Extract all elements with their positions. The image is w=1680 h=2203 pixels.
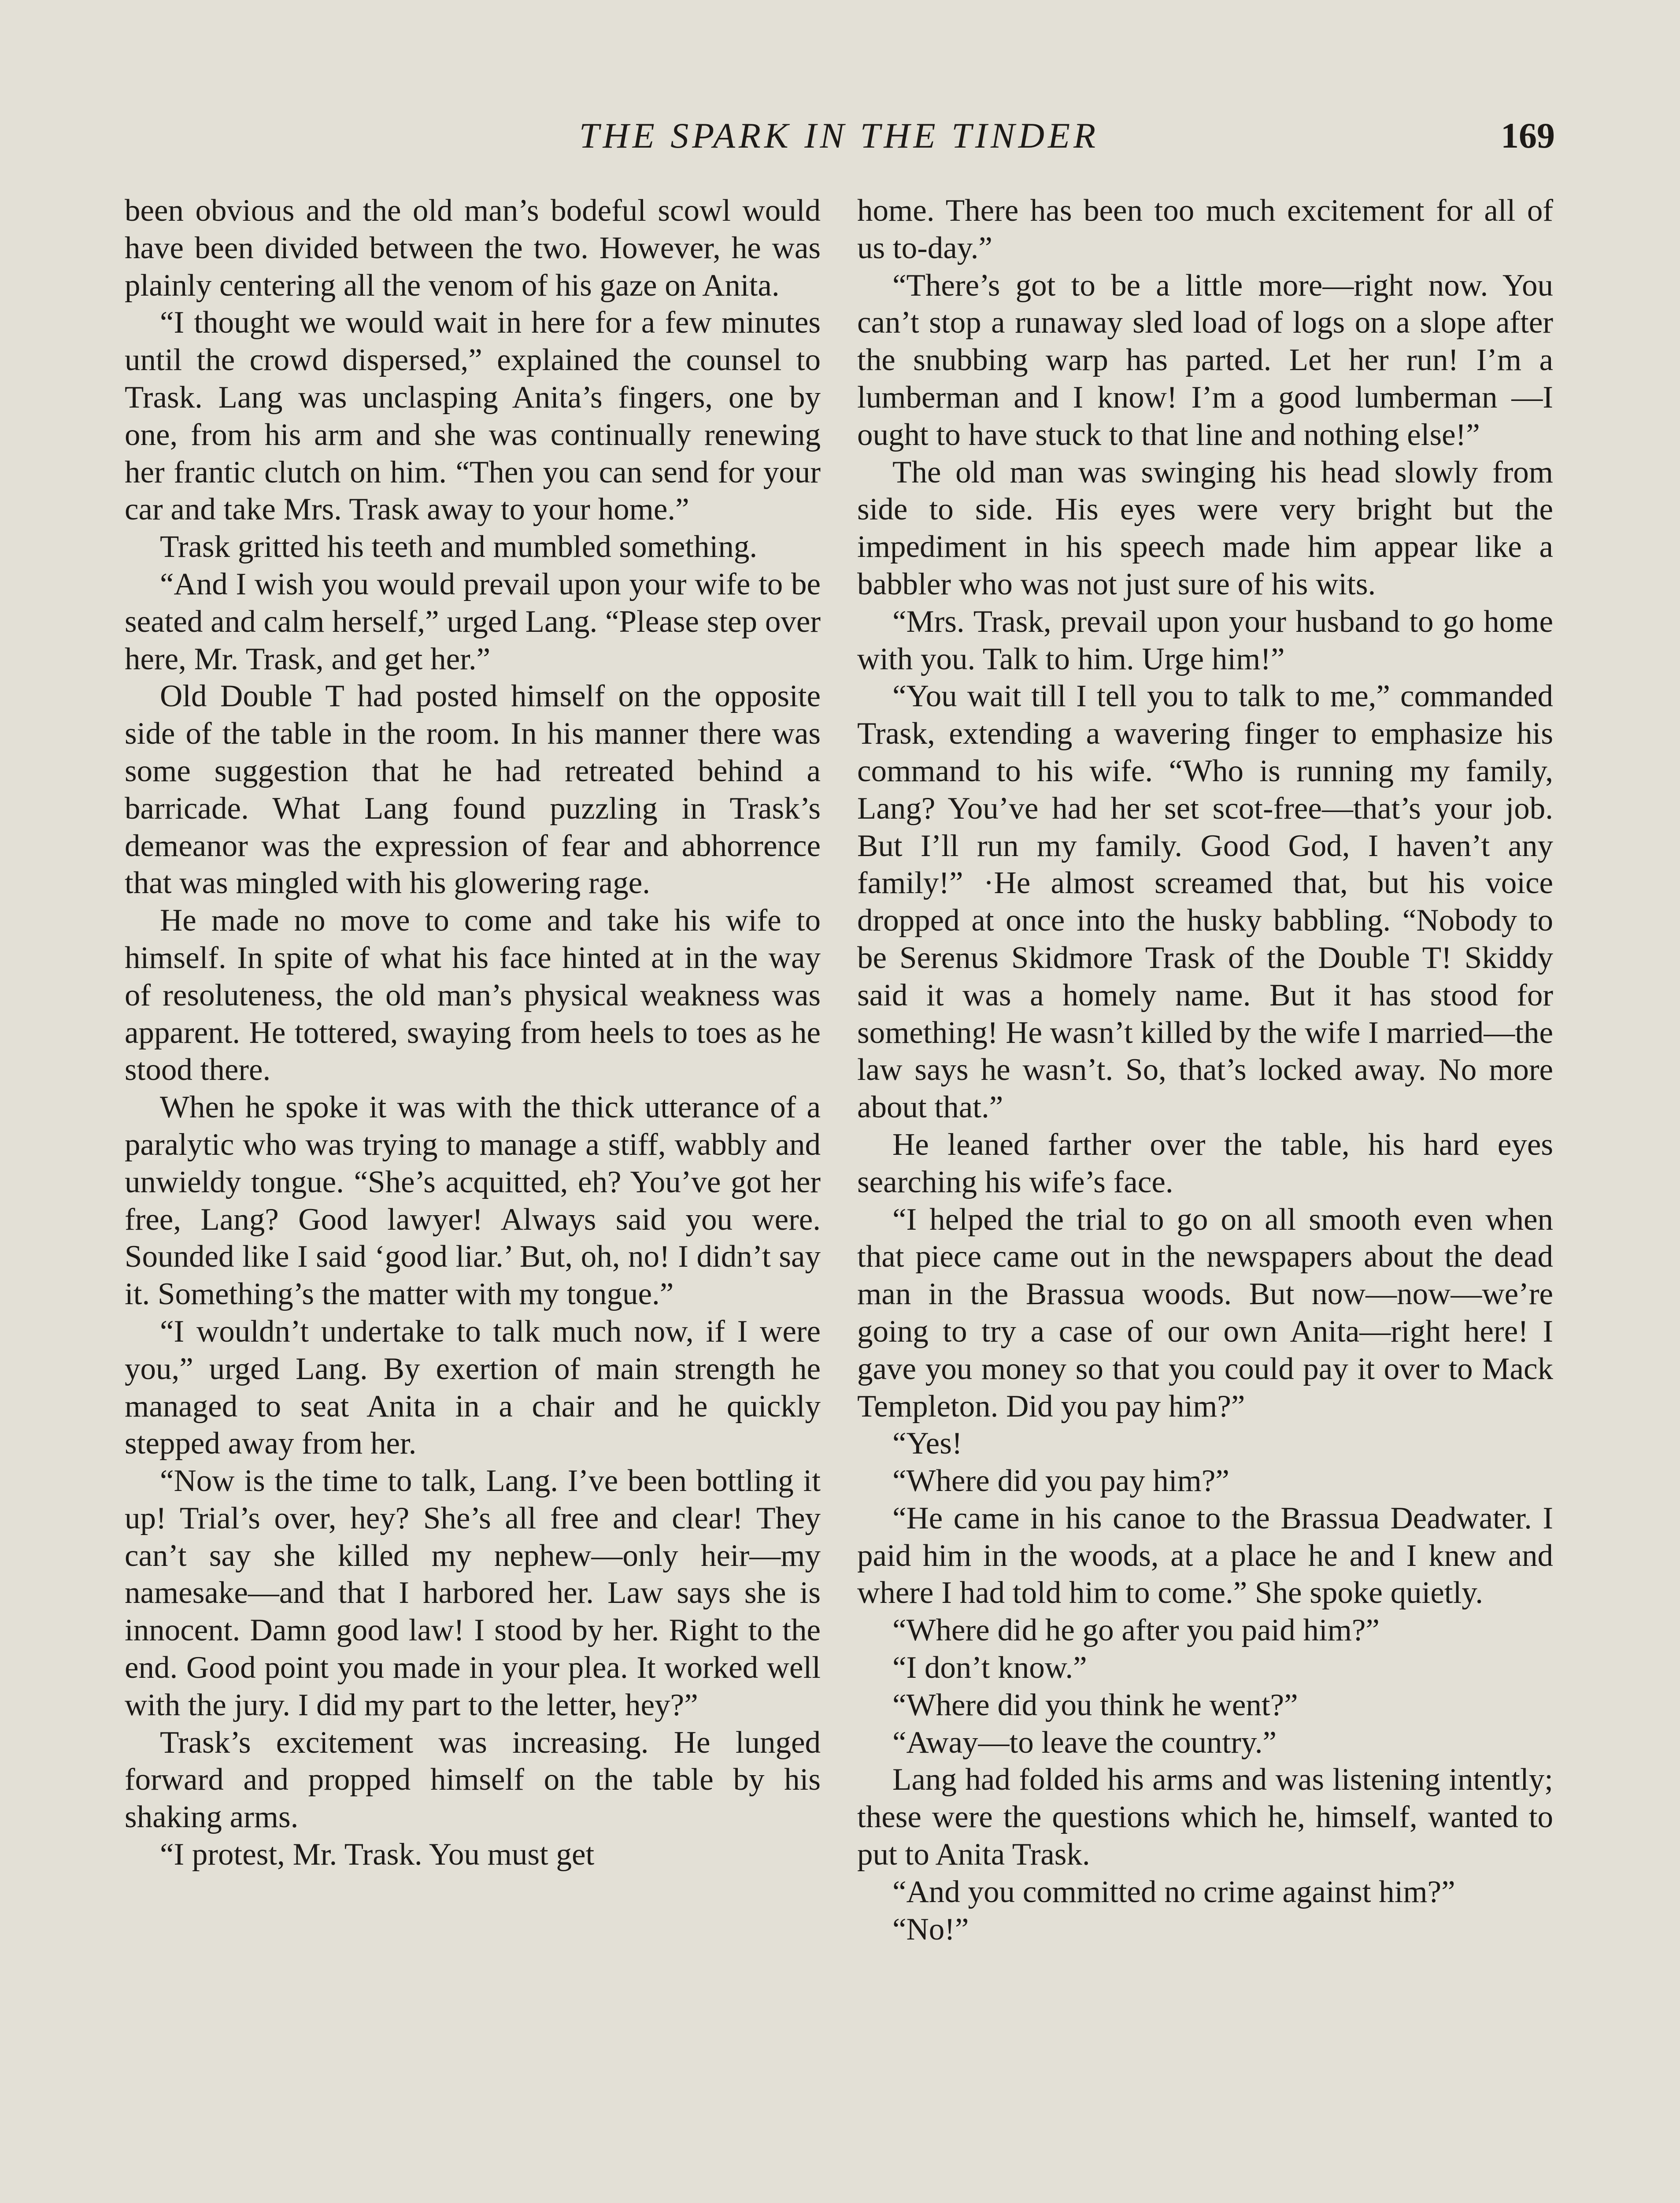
paragraph: He made no move to come and take his wife to himself. In spite of what his face hinted at in the way of resoluteness, the old man’s physical weakness was apparent. He tottered, swaying from heels to toes as he stood there. [125,903,821,1087]
page-number: 169 [1501,115,1555,156]
paragraph: “Away—to leave the country.” [892,1725,1277,1760]
paragraph: Old Double T had posted himself on the opposite side of the table in the room. In his manner there was some suggestion that he had retreated behind a barricade. What Lang found puzzling in Trask’s demeanor was the expression of fear and abhorrence that was mingled with his glowering rage. [125,679,821,901]
paragraph: Lang had folded his arms and was listening intently; these were the questions which he, himself, wanted to put to Anita Trask. [857,1762,1553,1872]
paragraph: Trask gritted his teeth and mumbled something. [160,530,758,564]
paragraph: “And I wish you would prevail upon your wife to be seated and calm herself,” urged Lang. “Please step over here, Mr. Trask, and get her.” [125,567,821,676]
paragraph: He leaned farther over the table, his hard eyes searching his wife’s face. [857,1127,1553,1199]
paragraph: “I don’t know.” [892,1650,1087,1685]
paragraph: “No!” [892,1912,969,1947]
paragraph: “I thought we would wait in here for a few minutes until the crowd dispersed,” explained the counsel to Trask. Lang was unclasping Anita’s fingers, one by one, from his arm and she was continually renewing her frantic clutch on him. “Then you can send for your car and take Mrs. Trask away to your home.” [125,305,821,527]
paragraph: “Now is the time to talk, Lang. I’ve been bottling it up! Trial’s over, hey? She’s all free and clear! They can’t say she killed my nephew—only heir—my namesake—and that I harbored her. Law says she is innocent. Damn good law! I stood by her. Right to the end. Good point you made in your plea. It worked well with the jury. I did my part to the letter, hey?” [125,1464,821,1722]
paragraph: “Yes! [892,1426,962,1461]
paragraph: home. There has been too much excitement for all of us to-day.” [857,193,1553,265]
paragraph: “Where did he go after you paid him?” [892,1613,1380,1648]
paragraph: “I wouldn’t undertake to talk much now, if I were you,” urged Lang. By exertion of main strength he managed to seat Anita in a chair and he quickly stepped away from her. [125,1314,821,1461]
paragraph: “He came in his canoe to the Brassua Deadwater. I paid him in the woods, at a place he and I knew and where I had told him to come.” She spoke quietly. [857,1501,1553,1610]
paragraph: Trask’s excitement was increasing. He lunged forward and propped himself on the table by his shaking arms. [125,1725,821,1835]
paragraph: “I protest, Mr. Trask. You must get [160,1837,595,1872]
left-column [125,192,821,1873]
paragraph: When he spoke it was with the thick utterance of a paralytic who was trying to manage a stiff, wabbly and unwieldy tongue. “She’s acquitted, eh? You’ve got her free, Lang? Good lawyer! Always said you were. Sounded like I said ‘good liar.’ But, oh, no! I didn’t say it. Something’s the matter with my tongue.” [125,1090,821,1312]
paragraph: “There’s got to be a little more—right now. You can’t stop a runaway sled load of logs on a slope after the snubbing warp has parted. Let her run! I’m a lumberman and I know! I’m a good lumberman —I ought to have stuck to that line and nothing else!” [857,268,1553,452]
running-title: THE SPARK IN THE TINDER [579,115,1099,156]
paragraph: “Mrs. Trask, prevail upon your husband to go home with you. Talk to him. Urge him!” [857,604,1553,676]
paragraph: “Where did you pay him?” [892,1464,1229,1498]
paragraph: “I helped the trial to go on all smooth even when that piece came out in the newspapers about the dead man in the Brassua woods. But now—now—we’re going to try a case of our own Anita—right here! I gave you money so that you could pay it over to Mack Templeton. Did you pay him?” [857,1202,1553,1424]
paragraph: been obvious and the old man’s bodeful scowl would have been divided between the two. However, he was plainly centering all the venom of his gaze on Anita. [125,193,821,303]
paragraph: The old man was swinging his head slowly from side to side. His eyes were very bright but the impediment in his speech made him appear like a babbler who was not just sure of his wits. [857,455,1553,601]
paragraph: “You wait till I tell you to talk to me,” commanded Trask, extending a wavering finger to emphasize his command to his wife. “Who is running my family, Lang? You’ve had her set scot-free—that’s your job. But I’ll run my family. Good God, I haven’t any family!” ·He almost screamed that, but his voice dropped at once into the husky babbling. “Nobody to be Serenus Skidmore Trask of the Double T! Skiddy said it was a homely name. But it has stood for something! He wasn’t killed by the wife I married—the law says he wasn’t. So, that’s locked away. No more about that.” [857,679,1553,1125]
paragraph: “Where did you think he went?” [892,1687,1298,1722]
paragraph: “And you committed no crime against him?” [892,1874,1455,1909]
right-column [857,192,1553,1948]
running-head [123,109,1555,162]
